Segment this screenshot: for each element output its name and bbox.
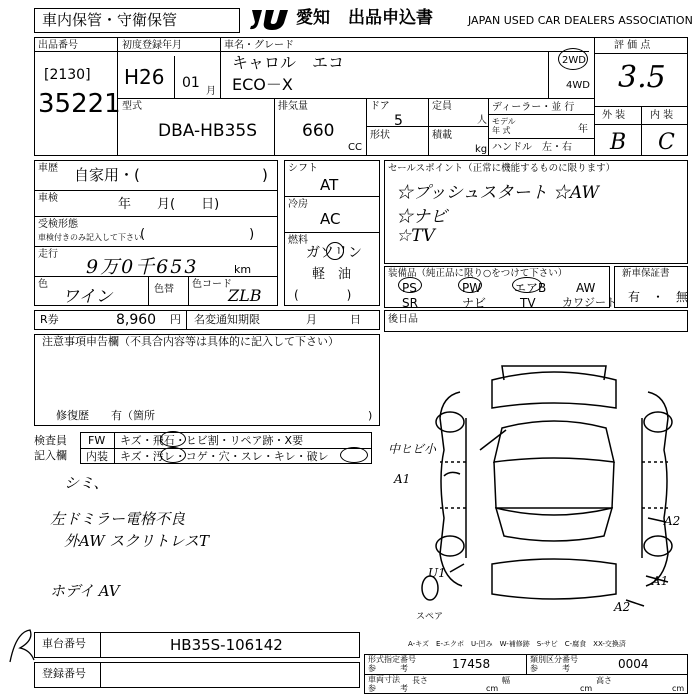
equipment-circle [398, 277, 422, 293]
drive-2wd: 2WD [562, 55, 586, 66]
check-circle [160, 431, 186, 447]
divider [34, 190, 278, 191]
model-label: 型式 [122, 101, 142, 112]
class-number-label: 類別区分番号 参 考 [530, 655, 578, 673]
equipment-seat: カワジート [562, 296, 617, 309]
selling-point: ☆プッシュスタート ☆AW [396, 183, 599, 203]
divider [488, 114, 594, 115]
history-value: 自家用・( [74, 166, 140, 184]
month-unit: 月 [206, 86, 216, 97]
cm-unit: cm [672, 684, 685, 693]
mileage-value: 9万0千653 [86, 256, 199, 278]
km-unit: km [234, 263, 252, 276]
drive-4wd: 4WD [566, 80, 590, 91]
inspector-note: シミ、 [64, 474, 109, 492]
equipment-circle [512, 277, 542, 293]
cm-unit: cm [580, 684, 593, 693]
divider [594, 53, 688, 54]
inspector-note: ホデイ AV [50, 582, 120, 600]
diagram-note: A1 [394, 472, 411, 486]
color-code-label: 色コード [192, 279, 232, 290]
inspection-date: 年 月( 日) [118, 197, 220, 212]
selling-point: ☆TV [396, 226, 435, 246]
divider [526, 654, 527, 674]
exterior-grade: B [610, 130, 627, 155]
receipt-note: 車検付きのみ記入して下さい [38, 233, 142, 242]
recycle-label: R券 [40, 313, 59, 326]
color-label: 色 [38, 279, 48, 290]
divider [284, 196, 380, 197]
notes-heading: 注意事項申告欄（不具合内容等は具体的に記入して下さい） [42, 335, 339, 348]
divider [34, 246, 278, 247]
divider [274, 98, 275, 156]
divider [366, 98, 367, 156]
receipt-label: 受検形態 [38, 219, 78, 230]
diagram-note: A2 [664, 514, 681, 528]
diagram-note: A1 [652, 574, 669, 588]
rear-items-block [384, 310, 688, 332]
selling-point: ☆ナビ [396, 207, 447, 227]
model-year-label: モデル 年 式 [492, 117, 516, 135]
divider [364, 674, 688, 675]
displacement-value: 660 [302, 121, 335, 141]
shift-value: AT [320, 176, 339, 194]
equipment-pw: PW [462, 281, 482, 295]
divider [366, 126, 488, 127]
divider [34, 276, 278, 277]
drive-selected-circle [558, 48, 588, 70]
diagram-note: A2 [614, 600, 631, 614]
mileage-label: 走行 [38, 249, 58, 260]
recycle-amount: 8,960 [116, 312, 157, 328]
association-name: JAPAN USED CAR DEALERS ASSOCIATION [468, 14, 693, 27]
fuel-selected-circle [326, 242, 344, 260]
check-circle [340, 447, 368, 463]
divider [284, 232, 380, 233]
equipment-ps: PS [402, 281, 417, 295]
registration-month: 01 [182, 75, 200, 91]
tax-notice-value: 月 日 [306, 313, 361, 326]
inspection-label: 車検 [38, 193, 58, 204]
repair-history-close: ) [368, 409, 373, 422]
divider [114, 432, 115, 464]
model-code: DBA-HB35S [158, 121, 258, 141]
interior-label: 内 装 [650, 110, 674, 121]
registration-year: H26 [124, 65, 165, 89]
form-title: 出品申込書 [348, 8, 433, 28]
divider [148, 276, 149, 306]
year-unit: 年 [578, 124, 588, 135]
width-label: 幅 [502, 676, 510, 685]
interior-check-label: 内装 [86, 450, 108, 463]
divider [100, 632, 101, 658]
interior-grade: C [658, 130, 675, 155]
diagram-note: U1 [428, 566, 446, 580]
cc-unit: CC [348, 142, 362, 153]
fuel-label: 燃料 [288, 235, 308, 246]
equipment-sr: SR [402, 296, 418, 310]
divider [174, 56, 175, 98]
warranty-value: 有 ・ 無 [628, 290, 689, 304]
fw-items: キズ・飛石・ヒビ割・リペア跡・X要 [120, 434, 304, 447]
inspector-label-2: 記入欄 [34, 449, 67, 462]
dimension-label: 車両寸法 参 考 [368, 675, 408, 693]
doors-value: 5 [394, 113, 403, 129]
divider [641, 106, 642, 156]
car-name: キャロル エコ [232, 53, 345, 72]
equipment-tv: TV [520, 296, 536, 310]
score-value: 3.5 [618, 60, 666, 95]
lot-number: 35221 [38, 89, 121, 119]
spare-label: スペア [416, 612, 444, 622]
region-label: 愛知 [296, 8, 330, 28]
color-value: ワイン [62, 287, 113, 307]
divider [428, 98, 429, 156]
fuel-paren: ( ) [294, 288, 352, 302]
divider [100, 662, 101, 688]
divider [594, 37, 595, 156]
divider [80, 448, 372, 449]
equipment-navi: ナビ [462, 296, 487, 310]
ju-logo [248, 8, 294, 32]
inspector-note: 左ドミラー電格不良 [50, 510, 186, 528]
person-unit: 人 [477, 115, 487, 126]
displacement-label: 排気量 [278, 101, 308, 112]
score-label: 評 価 点 [614, 40, 651, 51]
fw-label: FW [88, 434, 106, 447]
divider [220, 37, 221, 98]
lot-code: [2130] [44, 67, 91, 83]
rear-items-label: 後日品 [388, 314, 418, 325]
tax-notice-label: 名変通知期限 [194, 313, 260, 326]
dealer-label: ディーラー・並 行 [492, 102, 575, 113]
ac-value: AC [320, 210, 341, 228]
type-number: 17458 [452, 657, 491, 671]
equipment-circle [458, 277, 482, 293]
divider [117, 51, 589, 52]
height-label: 高さ [596, 676, 612, 685]
equipment-aw: AW [576, 281, 596, 295]
registration-label: 登録番号 [42, 667, 86, 680]
yen-unit: 円 [170, 313, 181, 326]
class-number: 0004 [618, 657, 649, 671]
selling-points-label: セールスポイント（正常に機能するものに限ります） [388, 163, 616, 174]
shape-label: 形状 [370, 130, 390, 141]
check-circle [160, 447, 186, 463]
color-change-label: 色替 [154, 284, 174, 295]
chassis-number: HB35S-106142 [170, 636, 283, 654]
damage-legend: A-キズ E-エクボ U-凹み W-補修跡 S-サビ C-腐食 XX-交換済 [408, 640, 626, 648]
divider [548, 51, 549, 98]
shift-label: シフト [288, 163, 318, 174]
car-name-label: 車名・グレード [224, 40, 294, 51]
color-code-value: ZLB [228, 286, 262, 305]
load-label: 積載 [432, 130, 452, 141]
exterior-label: 外 装 [602, 110, 626, 121]
first-registration-label: 初度登録年月 [122, 40, 182, 51]
divider [188, 276, 189, 306]
divider [488, 98, 489, 156]
divider [488, 138, 594, 139]
fuel-gasoline: ガソリン [306, 245, 362, 261]
ac-label: 冷房 [288, 199, 308, 210]
equipment-airbag: エアB [514, 281, 547, 295]
divider [34, 51, 117, 52]
storage-label: 車内保管・守衛保管 [42, 11, 178, 29]
lot-number-label: 出品番号 [38, 40, 78, 51]
inspector-note: 外AW スクリトレスT [64, 532, 209, 550]
cm-unit: cm [486, 684, 499, 693]
interior-check-items: キズ・汚レ・コゲ・穴・スレ・キレ・破レ [120, 450, 329, 463]
handle-label: ハンドル 左・右 [492, 142, 572, 153]
divider [186, 310, 187, 330]
history-close: ) [262, 166, 268, 184]
doors-label: ドア [370, 101, 390, 112]
receipt-paren: ( ) [140, 227, 255, 242]
signature-mark [6, 626, 38, 666]
fuel-light-oil: 軽 油 [312, 267, 352, 282]
chassis-label: 車台番号 [42, 637, 86, 650]
divider [34, 216, 278, 217]
type-number-label: 形式指定番号 参 考 [368, 655, 416, 673]
kg-unit: kg [475, 144, 488, 155]
car-grade: ECO－X [232, 75, 293, 94]
diagram-note: 中ヒビ小 [388, 442, 437, 456]
divider [117, 98, 594, 99]
length-label: 長さ [412, 676, 428, 685]
equipment-label: 装備品（純正品に限り○をつけて下さい） [388, 268, 568, 279]
warranty-label: 新車保証書 [622, 268, 670, 279]
capacity-label: 定員 [432, 101, 452, 112]
repair-history-label: 修復歴 有（箇所 [56, 409, 155, 422]
inspector-label: 検査員 [34, 434, 67, 447]
car-diagram [420, 358, 688, 614]
history-label: 車歴 [38, 163, 58, 174]
